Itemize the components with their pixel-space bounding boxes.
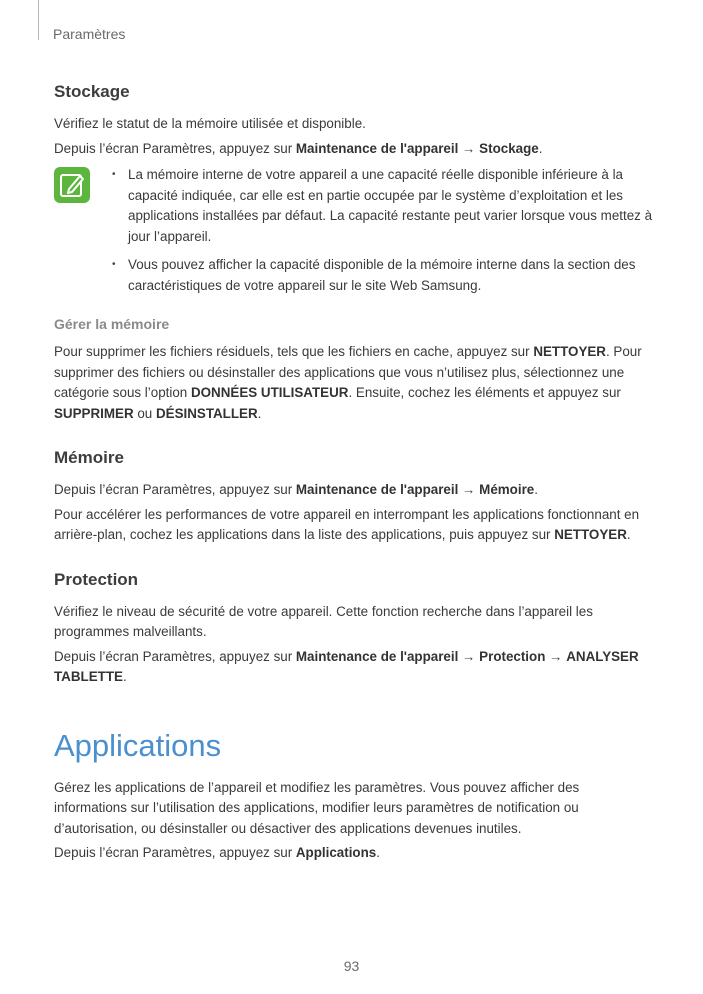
text: Depuis l’écran Paramètres, appuyez sur [54,140,296,156]
header-rule [38,0,39,40]
text: . Pour supprimer des fichiers ou désinstaller des applications que vous n’utilisez plus, sélectionnez une catégorie sous l’option [54,344,642,400]
note-item: • La mémoire interne de votre appareil a une capacité réelle disponible inférieure à la capacité indiquée, car elle est en partie occupée par le système d’exploitation et les applications installées par défaut. La capacité restante peut varier lorsque vous mettez à jour l’appareil. [110,165,654,247]
bold-term: ANALYSER TABLETTE [54,648,639,684]
bold-term: Maintenance de l'appareil [295,482,459,497]
bold-term: Maintenance de l'appareil [295,648,459,664]
bold-term: Applications [295,845,377,860]
note-item: • Vous pouvez afficher la capacité disponible de la mémoire interne dans la section des caractéristiques de votre appareil sur le site Web Samsung. [110,255,654,296]
bold-term: Maintenance de l'appareil [295,140,459,156]
applications-paragraph-2 [54,843,654,864]
text: . [538,140,543,156]
section-heading-storage: Stockage [54,82,130,101]
note-list [110,165,654,304]
memory-paragraph-2 [54,505,654,546]
page-content [54,80,654,868]
text: . [376,845,380,860]
bold-term: DONNÉES UTILISATEUR [190,385,349,400]
text: Pour supprimer les fichiers résiduels, tels que les fichiers en cache, appuyez sur [54,344,534,359]
bold-term: DÉSINSTALLER [155,405,258,421]
text: . [534,482,538,497]
page-header-title: Paramètres [53,26,126,42]
protection-paragraph-2 [54,647,654,688]
storage-note [54,165,654,304]
text: . [626,527,631,542]
bold-term: Stockage [479,140,539,156]
text: . [122,669,127,684]
page-number: 93 [343,958,360,974]
storage-paragraph-1: Vérifiez le statut de la mémoire utilisée et disponible. [54,116,366,131]
storage-paragraph-2 [54,139,654,160]
text: . [257,405,262,421]
memory-paragraph-1 [54,480,654,501]
arrow: → [458,648,480,664]
text: ou [133,405,156,421]
bold-term: NETTOYER [554,527,627,542]
arrow: → [458,482,480,497]
note-pencil-icon [54,167,90,203]
bold-term: Protection [479,648,546,664]
arrow: → [545,648,567,664]
text: Pour accélérer les performances de votre appareil en interrompant les applications fonctionnant en arrière-plan, cochez les applications dans la liste des applications, puis appuyez sur [54,506,640,542]
manage-memory-paragraph [54,342,654,424]
chapter-heading-applications: Applications [54,727,222,763]
applications-paragraph-1: Gérez les applications de l’appareil et modifiez les paramètres. Vous pouvez afficher des informations sur l’utilisation des applications, modifier leurs paramètres de notification ou d’autorisation, ou désinstaller ou désactiver des applications devenues inutiles. [54,779,580,836]
text: Depuis l’écran Paramètres, appuyez sur [54,482,296,497]
bold-term: Mémoire [479,482,535,497]
subsection-heading-manage-memory: Gérer la mémoire [54,316,170,332]
text: Depuis l’écran Paramètres, appuyez sur [54,648,296,664]
arrow: → [458,140,480,156]
bold-term: NETTOYER [533,344,606,359]
section-heading-memory: Mémoire [54,448,124,467]
bold-term: SUPPRIMER [54,405,134,421]
text: Depuis l’écran Paramètres, appuyez sur [54,845,296,860]
text: . Ensuite, cochez les éléments et appuyez sur [348,385,621,400]
section-heading-protection: Protection [54,569,139,589]
protection-paragraph-1: Vérifiez le niveau de sécurité de votre appareil. Cette fonction recherche dans l’appareil les programmes malveillants. [54,603,593,639]
